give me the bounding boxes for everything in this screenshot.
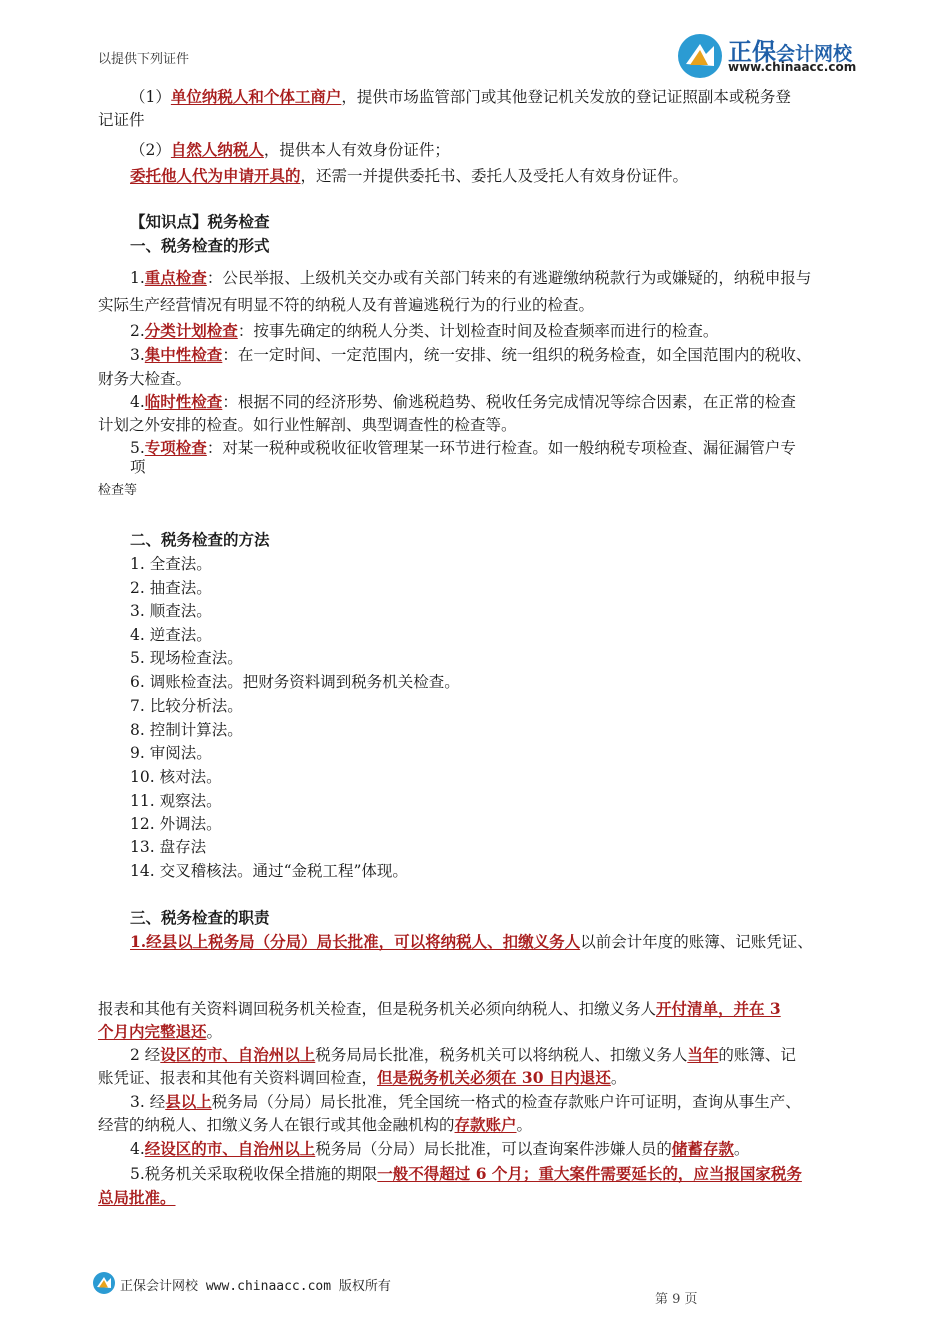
form-3-continuation: 财务大检查。: [98, 370, 192, 388]
section-3-title: 三、税务检查的职责: [130, 908, 270, 927]
duty-3-continuation: 经营的纳税人、扣缴义务人在银行或其他金融机构的存款账户。: [98, 1115, 533, 1134]
logo-name: 正保会计网校: [728, 38, 853, 66]
duty-2: 2 经设区的市、自治州以上税务局局长批准，税务机关可以将纳税人、扣缴义务人当年的账簿、记: [130, 1045, 796, 1064]
highlight-term: 集中性检查: [144, 345, 223, 364]
highlight-term: 设区的市、自治州以上: [160, 1045, 316, 1064]
list-item: 6. 调账检查法。把财务资料调到税务机关检查。: [130, 673, 460, 691]
form-5-continuation-2: 检查等: [98, 483, 138, 498]
form-1: 1.重点检查：公民举报、上级机关交办或有关部门转来的有逃避缴纳税款行为或嫌疑的，纳税申报与: [130, 268, 812, 287]
paragraph-3: 委托他人代为申请开具的，还需一并提供委托书、委托人及受托人有效身份证件。: [130, 166, 689, 185]
footer-copyright: 正保会计网校 www.chinaacc.com 版权所有: [120, 1279, 391, 1294]
duty-5: 5.税务机关采取税收保全措施的期限一般不得超过 6 个月；重大案件需要延长的，应当报国家税务: [130, 1164, 802, 1183]
list-item: 4. 逆查法。: [130, 626, 212, 644]
header-fragment: 以提供下列证件: [98, 52, 190, 67]
duty-1-continuation-2: 个月内完整退还。: [98, 1022, 223, 1041]
list-item: 14. 交叉稽核法。通过“金税工程”体现。: [130, 862, 408, 880]
section-2-title: 二、税务检查的方法: [130, 530, 270, 549]
form-3: 3.集中性检查：在一定时间、一定范围内，统一安排、统一组织的税务检查，如全国范围内的税收、: [130, 345, 812, 364]
highlight-term: 委托他人代为申请开具的: [130, 166, 301, 185]
highlight-term: 储蓄存款: [671, 1139, 734, 1158]
list-item: 5. 现场检查法。: [130, 649, 243, 667]
list-item: 2. 抽查法。: [130, 579, 212, 597]
section-1-title: 一、税务检查的形式: [130, 236, 270, 255]
list-item: 9. 审阅法。: [130, 744, 212, 762]
duty-3: 3. 经县以上税务局（分局）局长批准，凭全国统一格式的检查存款账户许可证明，查询从事生产、: [130, 1092, 801, 1111]
duty-4: 4.经设区的市、自治州以上税务局（分局）局长批准，可以查询案件涉嫌人员的储蓄存款。: [130, 1139, 750, 1158]
form-1-continuation: 实际生产经营情况有明显不符的纳税人及有普遍逃税行为的行业的检查。: [98, 296, 595, 314]
duty-1-continuation: 报表和其他有关资料调回税务机关检查，但是税务机关必须向纳税人、扣缴义务人开付清单，并在 3: [98, 999, 781, 1018]
logo-emblem-icon: [92, 1271, 116, 1295]
list-item: 10. 核对法。: [130, 768, 222, 786]
highlight-term: 但是税务机关必须在 30 日内退还: [377, 1068, 611, 1087]
highlight-term: 开付清单，并在 3: [656, 999, 781, 1018]
highlight-term: 专项检查: [144, 438, 207, 457]
knowledge-point-title: 【知识点】税务检查: [130, 212, 270, 231]
paragraph-2: （2）自然人纳税人，提供本人有效身份证件；: [130, 140, 450, 159]
list-item: 13. 盘存法: [130, 838, 207, 856]
list-item: 3. 顺查法。: [130, 602, 212, 620]
paragraph-1-continuation: 记证件: [98, 111, 145, 129]
highlight-term: 临时性检查: [144, 392, 223, 411]
list-item: 11. 观察法。: [130, 792, 222, 810]
form-5: 5.专项检查：对某一税种或税收征收管理某一环节进行检查。如一般纳税专项检查、漏征漏管户专: [130, 438, 796, 457]
logo-url: www.chinaacc.com: [728, 60, 857, 74]
highlight-term: 经设区的市、自治州以上: [144, 1139, 316, 1158]
highlight-term: 单位纳税人和个体工商户: [170, 87, 342, 106]
duty-2-continuation: 账凭证、报表和其他有关资料调回检查，但是税务机关必须在 30 日内退还。: [98, 1068, 627, 1087]
form-4: 4.临时性检查：根据不同的经济形势、偷逃税趋势、税收任务完成情况等综合因素，在正常的检查: [130, 392, 796, 411]
highlight-term: 一般不得超过 6 个月；重大案件需要延长的，应当报国家税务: [377, 1164, 802, 1183]
highlight-term: 1.经县以上税务局（分局）局长批准，可以将纳税人、扣缴义务人: [130, 932, 581, 951]
highlight-term: 分类计划检查: [144, 321, 238, 340]
list-item: 7. 比较分析法。: [130, 697, 243, 715]
duty-5-continuation: [98, 1188, 176, 1208]
form-4-continuation: 计划之外安排的检查。如行业性解剖、典型调查性的检查等。: [98, 416, 517, 434]
list-item: 12. 外调法。: [130, 815, 222, 833]
duty-1: 1.经县以上税务局（分局）局长批准，可以将纳税人、扣缴义务人以前会计年度的账簿、记账凭证、: [130, 932, 813, 951]
list-item: 1. 全查法。: [130, 555, 212, 573]
highlight-term: 自然人纳税人: [170, 140, 264, 159]
form-2: 2.分类计划检查：按事先确定的纳税人分类、计划检查时间及检查频率而进行的检查。: [130, 321, 719, 340]
highlight-term: 个月内完整退还: [98, 1022, 207, 1041]
form-5-continuation: 项: [130, 458, 146, 476]
paragraph-1: （1）单位纳税人和个体工商户，提供市场监管部门或其他登记机关发放的登记证照副本或税务登: [130, 87, 791, 106]
list-item: 8. 控制计算法。: [130, 721, 243, 739]
highlight-term: 存款账户: [454, 1115, 517, 1134]
page-number: 第 9 页: [655, 1292, 698, 1307]
highlight-term: 县以上: [165, 1092, 212, 1111]
logo-emblem-icon: [676, 32, 724, 80]
brand-logo: [676, 28, 876, 84]
highlight-term: 总局批准。: [98, 1188, 176, 1207]
highlight-term: 当年: [687, 1045, 719, 1064]
